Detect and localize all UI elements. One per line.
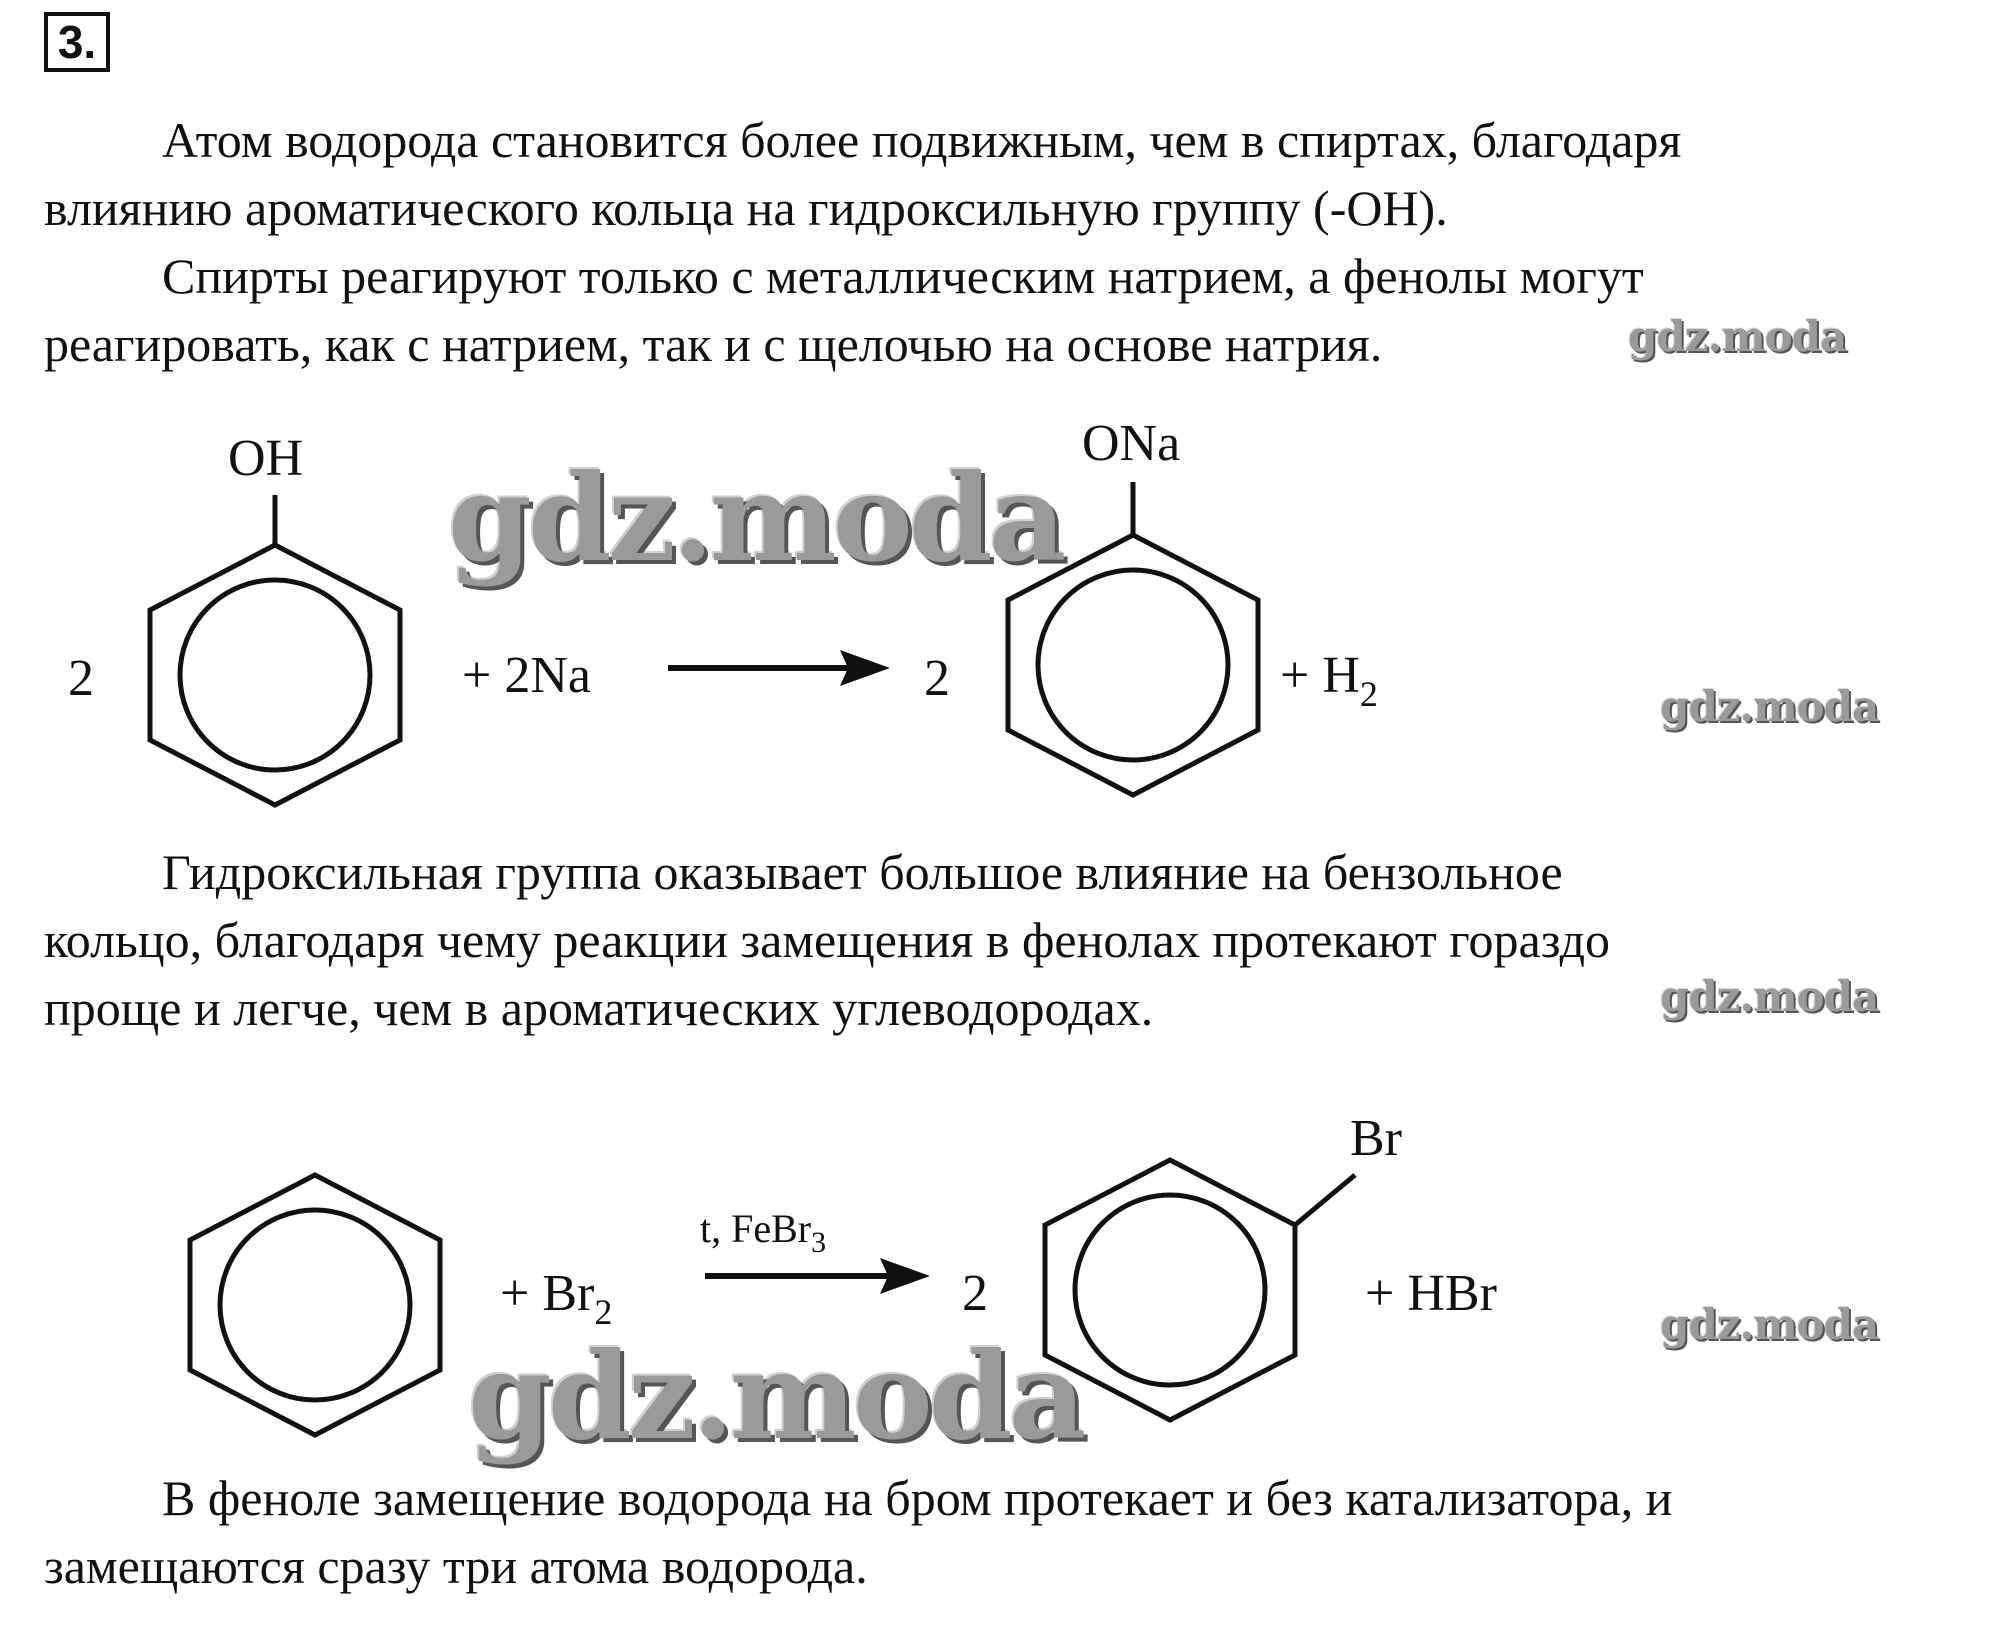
coefficient-left: 2 [68,650,94,707]
reaction-arrow [705,1258,930,1294]
watermark: gdz.moda [468,1326,1083,1467]
substituent-ona: ONa [1082,415,1181,472]
watermark: gdz.moda [1628,312,1847,361]
paragraph-1 [44,106,1964,242]
reaction-arrow [668,650,890,686]
product-hydrogen [1280,647,1378,714]
reaction-condition-sub: 3 [811,1226,827,1259]
product-hydrogen-sub: 2 [1359,674,1378,714]
paragraph-line: замещаются сразу три атома водорода. [44,1538,868,1594]
coefficient-right: 2 [924,650,950,707]
reaction-condition [700,1206,826,1259]
watermark: gdz.moda [448,448,1063,589]
product-hydrogen-main: + H [1280,647,1360,704]
paragraph-line: Гидроксильная группа оказывает большое влияние на бензольное [162,844,1563,900]
benzene-ring-bromobenzene [1045,1160,1355,1420]
substituent-oh: OH [228,430,304,487]
paragraph-line: влиянию ароматического кольца на гидроксильную группу (-ОН). [44,180,1448,236]
paragraph-line: проще и легче, чем в ароматических углеводородах. [44,980,1154,1036]
paragraph-line: Атом водорода становится более подвижным, чем в спиртах, благодаря [162,112,1682,168]
benzene-ring-benzene [190,1175,440,1435]
paragraph-line: реагировать, как с натрием, так и с щелочью на основе натрия. [44,316,1383,372]
benzene-ring-phenol [150,495,400,805]
reagent-bromine-sub: 2 [594,1292,613,1332]
watermark: gdz.moda [1660,682,1879,731]
reagent-bromine [500,1265,612,1332]
reagent-bromine-main: + Br [500,1265,595,1322]
product-hbr: + HBr [1365,1265,1497,1322]
paragraph-line: кольцо, благодаря чему реакции замещения в фенолах протекают гораздо [44,912,1611,968]
task-number: 3. [44,12,110,72]
paragraph-line: В феноле замещение водорода на бром протекает и без катализатора, и [162,1470,1673,1526]
reagent-sodium: + 2Na [462,647,591,704]
watermark: gdz.moda [1660,972,1879,1021]
reaction-condition-main: t, FeBr [700,1206,812,1251]
paragraph-4 [44,1464,1964,1600]
substituent-br: Br [1350,1110,1402,1167]
watermark: gdz.moda [1660,1300,1879,1349]
coefficient-right: 2 [962,1265,988,1322]
paragraph-line: Спирты реагируют только с металлическим натрием, а фенолы могут [162,248,1644,304]
